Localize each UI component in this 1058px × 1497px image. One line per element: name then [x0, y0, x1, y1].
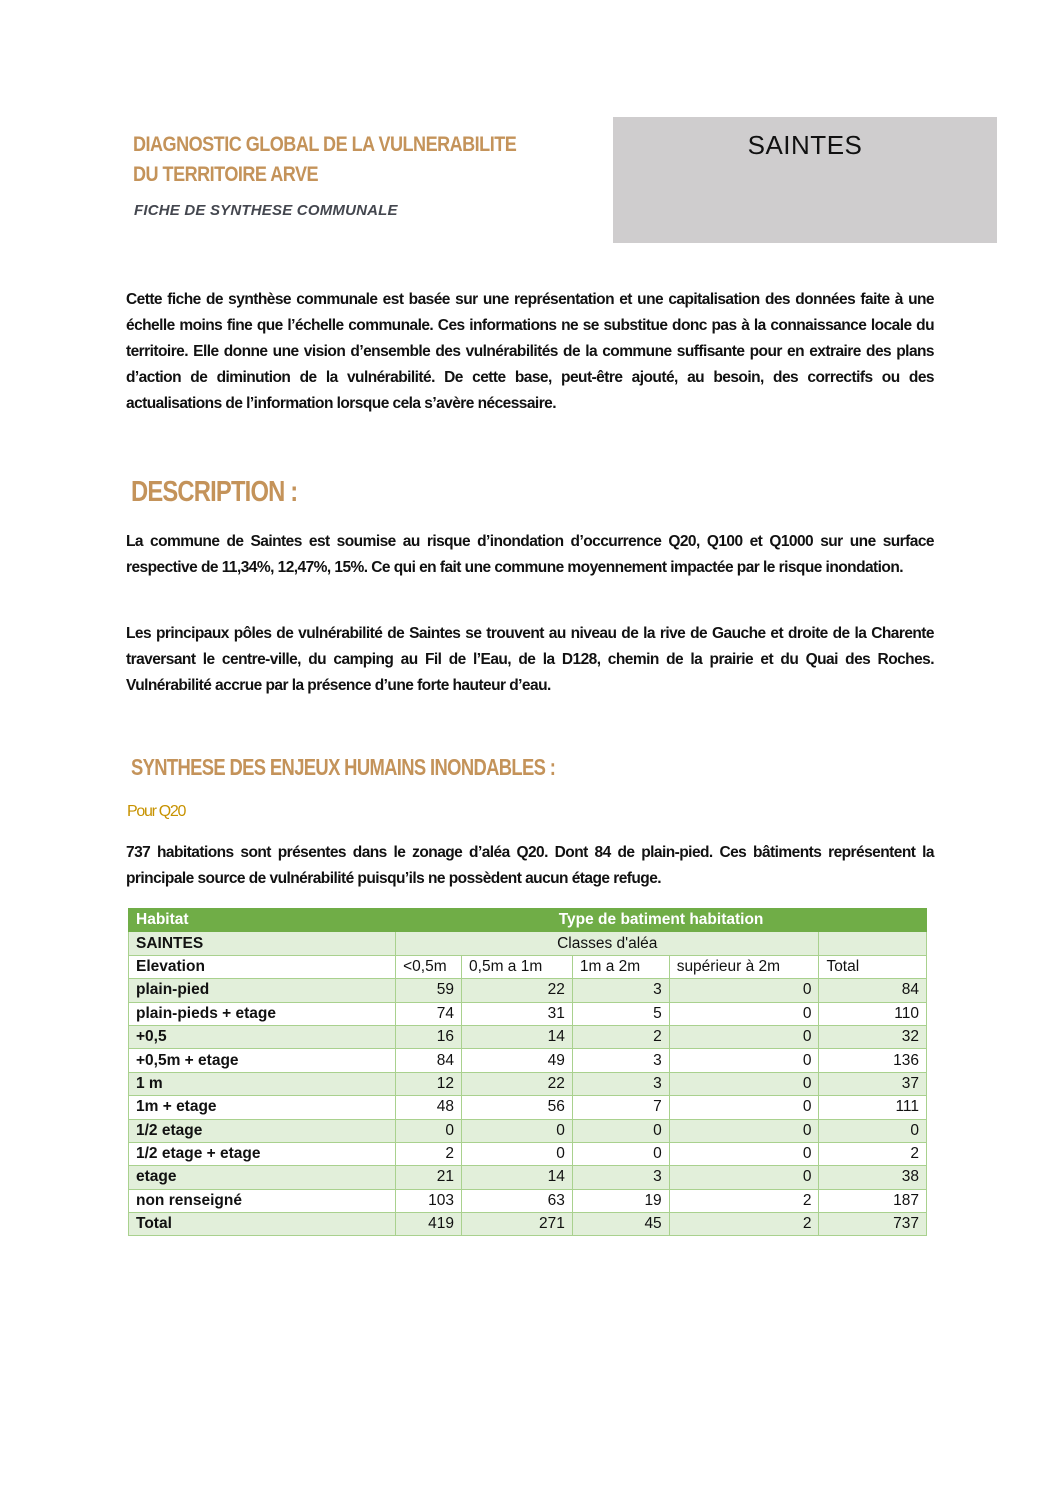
cell: 0 [669, 1142, 819, 1165]
synthese-heading: SYNTHESE DES ENJEUX HUMAINS INONDABLES : [131, 754, 556, 780]
cell: 63 [462, 1189, 573, 1212]
cell: 0 [462, 1142, 573, 1165]
row-label: 1/2 etage + etage [129, 1142, 396, 1165]
cell: 3 [572, 1049, 669, 1072]
cell: 0 [819, 1119, 927, 1142]
cell: 0 [669, 1002, 819, 1025]
cell: 21 [396, 1166, 462, 1189]
table-classes-label: Classes d'aléa [396, 932, 819, 955]
column-header: supérieur à 2m [669, 955, 819, 978]
cell: 0 [669, 979, 819, 1002]
table-title-left: Habitat [129, 909, 396, 932]
table-commune-row [129, 932, 927, 955]
cell: 56 [462, 1096, 573, 1119]
cell: 111 [819, 1096, 927, 1119]
cell: 12 [396, 1072, 462, 1095]
cell: 48 [396, 1096, 462, 1119]
cell: 2 [669, 1189, 819, 1212]
cell: 22 [462, 1072, 573, 1095]
row-label: plain-pied [129, 979, 396, 1002]
row-label: etage [129, 1166, 396, 1189]
row-label: 1/2 etage [129, 1119, 396, 1142]
cell: 14 [462, 1025, 573, 1048]
column-header: 1m a 2m [572, 955, 669, 978]
table-row [129, 1025, 927, 1048]
table-header-row [129, 955, 927, 978]
cell: 2 [669, 1213, 819, 1236]
cell: 49 [462, 1049, 573, 1072]
cell: 110 [819, 1002, 927, 1025]
cell: 31 [462, 1002, 573, 1025]
cell: 0 [669, 1072, 819, 1095]
cell: 0 [396, 1119, 462, 1142]
cell: 22 [462, 979, 573, 1002]
table-title-right: Type de batiment habitation [396, 909, 927, 932]
row-label: 1m + etage [129, 1096, 396, 1119]
table-total-row [129, 1213, 927, 1236]
description-heading: DESCRIPTION : [131, 476, 298, 508]
table-row [129, 1002, 927, 1025]
description-paragraph-1: La commune de Saintes est soumise au risque d’inondation d’occurrence Q20, Q100 et Q1000 sur une surface respective de 11,34%, 12,47%, 15%. Ce qui en fait une commune moyennement impactée par le risque inondation. [126, 533, 934, 576]
table-empty-cell [819, 932, 927, 955]
row-label: Total [129, 1213, 396, 1236]
table-row [129, 1072, 927, 1095]
cell: 3 [572, 1166, 669, 1189]
cell: 0 [669, 1166, 819, 1189]
cell: 2 [572, 1025, 669, 1048]
document-title-line1: DIAGNOSTIC GLOBAL DE LA VULNERABILITE [133, 133, 517, 156]
table-row [129, 1049, 927, 1072]
table-elevation-label: Elevation [129, 955, 396, 978]
document-subtitle: FICHE DE SYNTHESE COMMUNALE [134, 202, 398, 219]
row-label: +0,5m + etage [129, 1049, 396, 1072]
table-commune-label: SAINTES [129, 932, 396, 955]
cell: 2 [396, 1142, 462, 1165]
cell: 19 [572, 1189, 669, 1212]
row-label: plain-pieds + etage [129, 1002, 396, 1025]
cell: 419 [396, 1213, 462, 1236]
cell: 0 [669, 1096, 819, 1119]
cell: 103 [396, 1189, 462, 1212]
cell: 2 [819, 1142, 927, 1165]
cell: 3 [572, 979, 669, 1002]
table-row [129, 1096, 927, 1119]
row-label: non renseigné [129, 1189, 396, 1212]
cell: 737 [819, 1213, 927, 1236]
row-label: +0,5 [129, 1025, 396, 1048]
cell: 0 [572, 1142, 669, 1165]
table-row [129, 1166, 927, 1189]
document-title-line2: DU TERRITOIRE ARVE [133, 163, 319, 186]
cell: 74 [396, 1002, 462, 1025]
cell: 38 [819, 1166, 927, 1189]
q20-paragraph: 737 habitations sont présentes dans le zonage d’aléa Q20. Dont 84 de plain-pied. Ces bâtiments représentent la principale source de vulnérabilité puisqu’ils ne possèdent aucun étage refuge. [126, 844, 934, 887]
cell: 0 [669, 1119, 819, 1142]
q20-subheading: Pour Q20 [127, 803, 186, 820]
column-header: 0,5m a 1m [462, 955, 573, 978]
column-header: <0,5m [396, 955, 462, 978]
cell: 5 [572, 1002, 669, 1025]
cell: 0 [669, 1049, 819, 1072]
cell: 3 [572, 1072, 669, 1095]
cell: 0 [572, 1119, 669, 1142]
cell: 0 [462, 1119, 573, 1142]
cell: 37 [819, 1072, 927, 1095]
cell: 32 [819, 1025, 927, 1048]
cell: 187 [819, 1189, 927, 1212]
cell: 14 [462, 1166, 573, 1189]
cell: 271 [462, 1213, 573, 1236]
cell: 59 [396, 979, 462, 1002]
document-title [133, 130, 529, 190]
cell: 16 [396, 1025, 462, 1048]
table-row [129, 1142, 927, 1165]
cell: 7 [572, 1096, 669, 1119]
commune-name: SAINTES [747, 130, 863, 160]
table-title-row [129, 909, 927, 932]
table-row [129, 1189, 927, 1212]
table-row [129, 979, 927, 1002]
row-label: 1 m [129, 1072, 396, 1095]
description-paragraph-2: Les principaux pôles de vulnérabilité de Saintes se trouvent au niveau de la rive de Gauche et droite de la Charente traversant le centre-ville, du camping au Fil de l’Eau, de la D128, chemin de la prairie et du Quai des Roches. Vulnérabilité accrue par la présence d’une forte hauteur d’eau. [126, 625, 934, 694]
column-header: Total [819, 955, 927, 978]
cell: 0 [669, 1025, 819, 1048]
cell: 84 [819, 979, 927, 1002]
cell: 45 [572, 1213, 669, 1236]
intro-paragraph: Cette fiche de synthèse communale est basée sur une représentation et une capitalisation des données faite à une échelle moins fine que l’échelle communale. Ces informations ne se substitue donc pas à la connaissance locale du territoire. Elle donne une vision d’ensemble des vulnérabilités de la commune suffisante pour en extraire des plans d’action de diminution de la vulnérabilité. De cette base, peut-être ajouté, au besoin, des correctifs ou des actualisations de l’information lorsque cela s’avère nécessaire. [126, 291, 934, 412]
commune-box [613, 117, 997, 243]
cell: 84 [396, 1049, 462, 1072]
habitat-table [128, 908, 927, 1236]
table-row [129, 1119, 927, 1142]
cell: 136 [819, 1049, 927, 1072]
